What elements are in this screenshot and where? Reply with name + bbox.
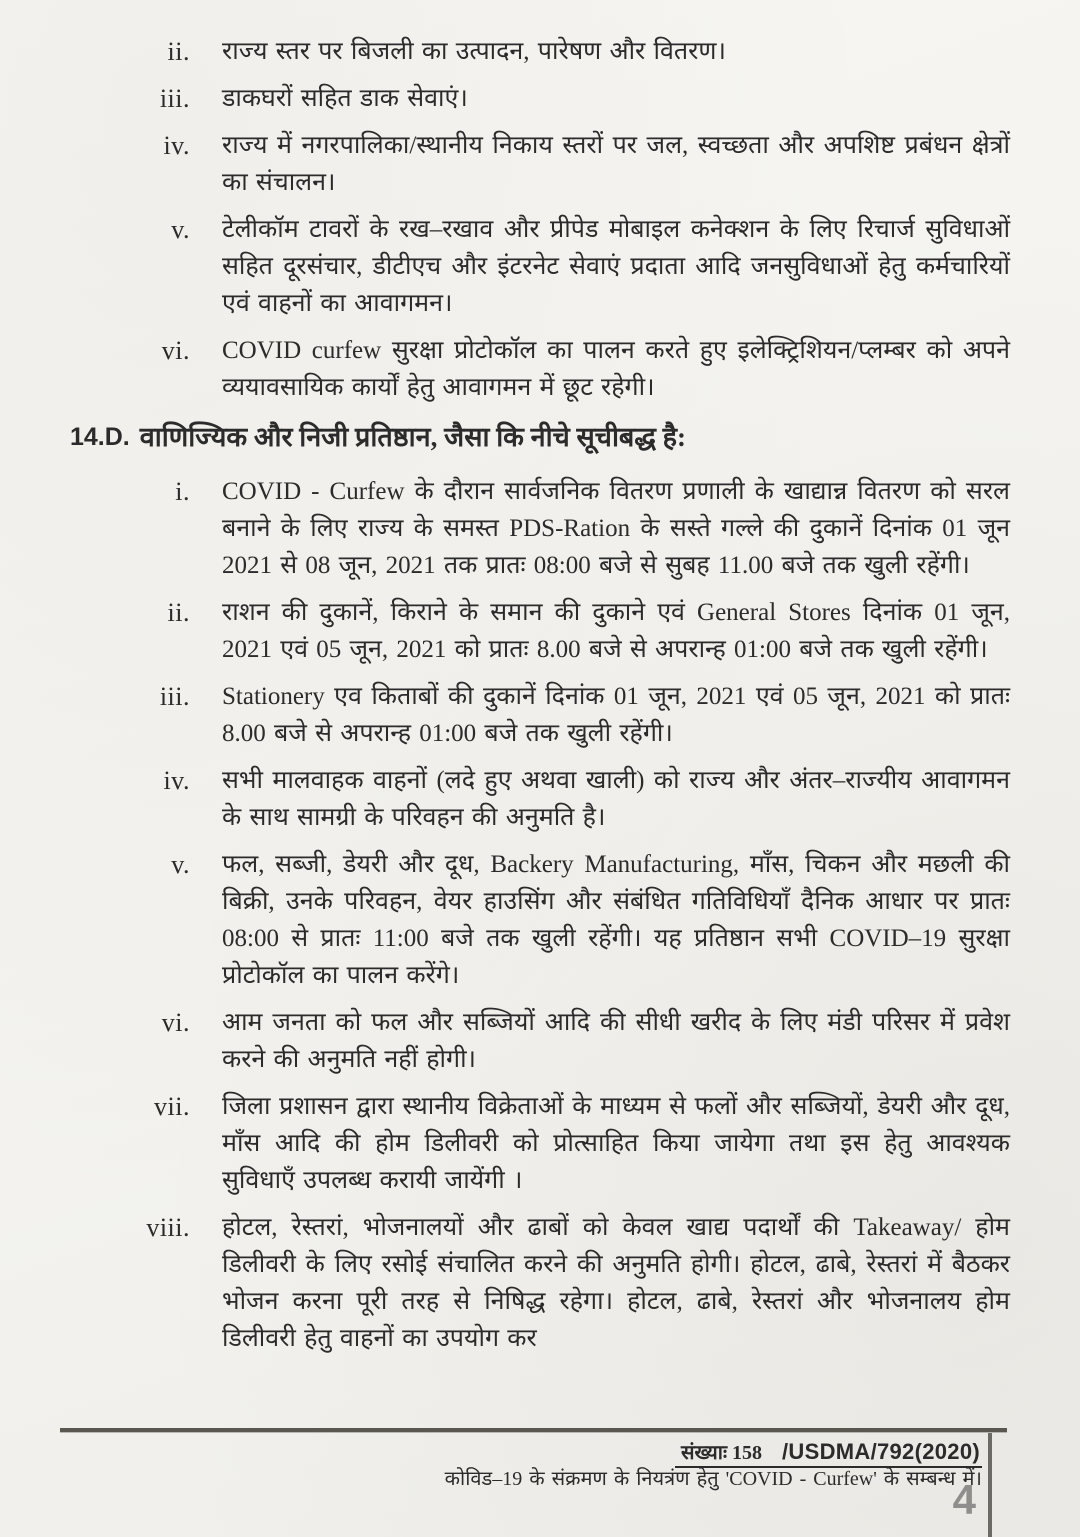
section-heading xyxy=(0,418,1080,456)
item-text: राशन की दुकानें, किराने के समान की दुकाने एवं General Stores दिनांक 01 जून, 2021 एवं 05 जून, 2021 को प्रातः 8.00 बजे से अपरान्ह 01:00 बजे तक खुली रहेंगी। xyxy=(222,599,1010,663)
item-number: vii. xyxy=(154,1092,190,1121)
item-number: ii. xyxy=(167,598,190,627)
item-text: जिला प्रशासन द्वारा स्थानीय विक्रेताओं के माध्यम से फलों और सब्जियों, डेयरी और दूध, माँस आदि की होम डिलीवरी को प्रोत्साहित किया जायेगा तथा इस हेतु आवश्यक सुविधाएँ उपलब्ध करायी जायेंगी । xyxy=(222,1093,1010,1194)
item-number: v. xyxy=(171,850,190,879)
item-number: vi. xyxy=(161,1008,190,1037)
item-text: होटल, रेस्तरां, भोजनालयों और ढाबों को केवल खाद्य पदार्थों की Takeaway/ होम डिलीवरी के लिए रसोई संचालित करने की अनुमति होगी। होटल, ढाबे, रेस्तरां में बैठकर भोजन करना पूरी तरह से निषिद्ध रहेगा। होटल, ढाबे, रेस्तरां और भोजनालय होम डिलीवरी हेतु वाहनों का उपयोग कर xyxy=(222,1214,1010,1352)
reference-code: /USDMA/792(2020) xyxy=(782,1439,980,1464)
item-number: iv. xyxy=(163,131,190,160)
item-text: राज्य स्तर पर बिजली का उत्पादन, पारेषण और वितरण। xyxy=(222,38,726,65)
reference-label: संख्याः 158 xyxy=(680,1442,762,1464)
item-number: iv. xyxy=(163,766,190,795)
list-item xyxy=(0,211,1080,322)
item-text: टेलीकॉम टावरों के रख–रखाव और प्रीपेड मोबाइल कनेक्शन के लिए रिचार्ज सुविधाओं सहित दूरसंचार, डीटीएच और इंटरनेट सेवाएं प्रदाता आदि जनसुविधाओं हेतु कर्मचारियों एवं वाहनों का आवागमन। xyxy=(222,216,1010,317)
item-number: v. xyxy=(171,215,190,244)
page-number: 4 xyxy=(952,1476,976,1523)
footer-vertical-line xyxy=(988,1433,992,1537)
item-text: राज्य में नगरपालिका/स्थानीय निकाय स्तरों पर जल, स्वच्छता और अपशिष्ट प्रबंधन क्षेत्रों का संचालन। xyxy=(222,132,1010,196)
item-number: ii. xyxy=(167,37,190,66)
item-number: viii. xyxy=(146,1213,190,1242)
section-number: 14.D. xyxy=(70,423,130,451)
list-item xyxy=(0,1004,1080,1078)
list-item xyxy=(0,127,1080,201)
list-item xyxy=(0,846,1080,994)
list-item xyxy=(0,33,1080,70)
list-item xyxy=(0,762,1080,836)
list-item xyxy=(0,80,1080,117)
list-item xyxy=(0,1088,1080,1199)
list-item xyxy=(0,473,1080,584)
item-text: Stationery एव किताबों की दुकानें दिनांक 01 जून, 2021 एवं 05 जून, 2021 को प्रातः 8.00 बजे से अपरान्ह 01:00 बजे तक खुली रहेंगी। xyxy=(222,683,1010,747)
item-text: सभी मालवाहक वाहनों (लदे हुए अथवा खाली) को राज्य और अंतर–राज्यीय आवागमन के साथ सामग्री के परिवहन की अनुमति है। xyxy=(222,767,1010,831)
footer-divider xyxy=(60,1428,1007,1432)
item-text: COVID curfew सुरक्षा प्रोटोकॉल का पालन करते हुए इलेक्ट्रिशियन/प्लम्बर को अपने व्ययावसायिक कार्यों हेतु आवागमन में छूट रहेगी। xyxy=(222,337,1010,401)
list-item xyxy=(0,594,1080,668)
item-number: iii. xyxy=(159,84,190,113)
item-text: फल, सब्जी, डेयरी और दूध, Backery Manufacturing, माँस, चिकन और मछली की बिक्री, उनके परिवहन, वेयर हाउसिंग और संबंधित गतिविधियाँ दैनिक आधार पर प्रातः 08:00 से प्रातः 11:00 बजे तक खुली रहेंगी। यह प्रतिष्ठान सभी COVID–19 सुरक्षा प्रोटोकॉल का पालन करेंगे। xyxy=(222,851,1010,989)
list-item xyxy=(0,332,1080,406)
item-number: iii. xyxy=(159,682,190,711)
item-text: COVID - Curfew के दौरान सार्वजनिक वितरण प्रणाली के खाद्यान्न वितरण को सरल बनाने के लिए राज्य के समस्त PDS-Ration के सस्ते गल्ले की दुकानें दिनांक 01 जून 2021 से 08 जून, 2021 तक प्रातः 08:00 बजे से सुबह 11.00 बजे तक खुली रहेंगी। xyxy=(222,478,1010,579)
item-number: i. xyxy=(175,477,190,506)
list-item xyxy=(0,678,1080,752)
footer-subject: कोविड–19 के संक्रमण के नियत्रंण हेतु 'COVID - Curfew' के सम्बन्ध में। xyxy=(444,1468,982,1490)
item-number: vi. xyxy=(161,336,190,365)
list-item xyxy=(0,1209,1080,1357)
section-title: वाणिज्यिक और निजी प्रतिष्ठान, जैसा कि नीचे सूचीबद्ध है: xyxy=(139,422,687,452)
item-text: डाकघरों सहित डाक सेवाएं। xyxy=(222,85,468,112)
item-text: आम जनता को फल और सब्जियों आदि की सीधी खरीद के लिए मंडी परिसर में प्रवेश करने की अनुमति नहीं होगी। xyxy=(222,1009,1010,1073)
